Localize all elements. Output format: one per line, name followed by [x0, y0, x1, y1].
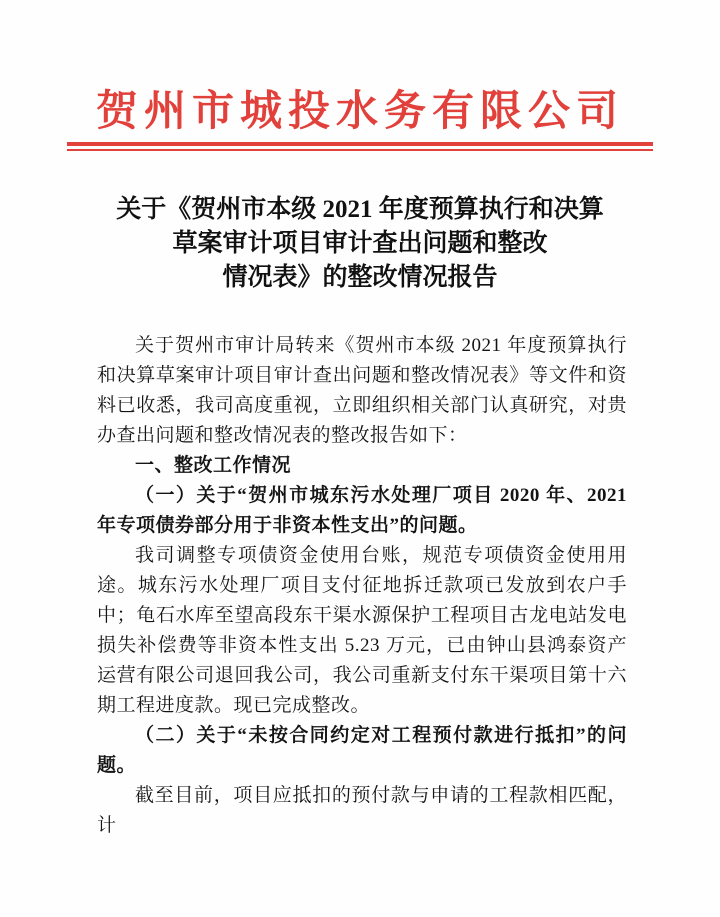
issue-1-heading: （一）关于“贺州市城东污水处理厂项目 2020 年、2021 年专项债券部分用于非资本性支出”的问题。	[97, 485, 627, 537]
issue-1-response-paragraph: 我司调整专项债资金使用台账，规范专项债资金使用用途。城东污水处理厂项目支付征地拆迁款项已发放到农户手中；龟石水库至望高段东干渠水源保护工程项目古龙电站发电损失补偿费等非资本性支出 5.23 万元，已由钟山县鸿泰资产运营有限公司退回我公司，我公司重新支付东干渠项目第十六期工程进度款。现已完成整改。	[97, 545, 627, 717]
paragraph-intro: 关于贺州市审计局转来《贺州市本级 2021 年度预算执行和决算草案审计项目审计查出问题和整改情况表》等文件和资料已收悉，我司高度重视，立即组织相关部门认真研究，对贵办查出问题和整改情况表的整改报告如下：	[97, 335, 627, 447]
letterhead-divider-thin-line	[67, 149, 653, 151]
issue-2-heading: （二）关于“未按合同约定对工程预付款进行抵扣”的问题。	[97, 725, 627, 777]
document-body	[97, 331, 627, 841]
document-title-line-3: 情况表》的整改情况报告	[222, 264, 498, 292]
document-title-line-2: 草案审计项目审计查出问题和整改	[172, 230, 548, 258]
document-title	[0, 193, 720, 295]
document-title-line-1: 关于《贺州市本级 2021 年度预算执行和决算	[116, 196, 604, 224]
section-heading-rectification: 一、整改工作情况	[135, 455, 292, 477]
letterhead-section	[0, 88, 720, 151]
issue-2-response-paragraph: 截至目前，项目应抵扣的预付款与申请的工程款相匹配，计	[97, 785, 627, 837]
company-letterhead-title: 贺州市城投水务有限公司	[95, 89, 624, 135]
letterhead-divider	[67, 142, 653, 151]
